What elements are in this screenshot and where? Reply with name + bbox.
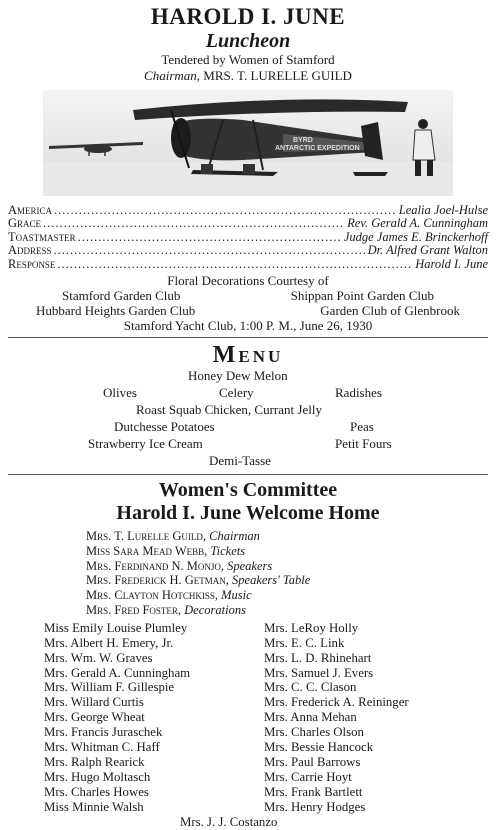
- venue-line: Stamford Yacht Club, 1:00 P. M., June 26, 1930: [123, 318, 373, 334]
- menu-item: Demi-Tasse: [209, 453, 271, 469]
- member-name: Mrs. Whitman C. Haff: [44, 740, 160, 755]
- airplane-illustration: [43, 90, 453, 196]
- menu-item: Strawberry Ice Cream: [88, 436, 203, 452]
- club-name: Shippan Point Garden Club: [290, 288, 434, 304]
- floral-section: [0, 273, 496, 333]
- committee-subtitle: Harold I. June Welcome Home: [116, 502, 380, 525]
- leader-dots: [54, 244, 366, 257]
- officer-name: Mrs. T. Lurelle Guild,: [86, 529, 207, 544]
- distant-plane-icon: [49, 142, 143, 156]
- officer-row: [86, 529, 496, 544]
- member-name: Miss Emily Louise Plumley: [44, 620, 188, 635]
- member-name: Mrs. C. C. Clason: [264, 680, 357, 695]
- member-name: Mrs. Albert H. Emery, Jr.: [44, 635, 174, 650]
- members-columns: [0, 621, 496, 815]
- menu-item: Petit Fours: [335, 436, 392, 452]
- divider: [8, 474, 488, 475]
- officer-role: Chairman: [209, 529, 260, 544]
- officer-row: [86, 603, 496, 618]
- member-name: Mrs. Hugo Moltasch: [44, 769, 151, 784]
- member-name: Mrs. L. D. Rhinehart: [264, 650, 372, 665]
- chairman-label: Chairman,: [144, 68, 201, 83]
- members-right-column: [264, 621, 474, 815]
- program-person: Judge James E. Brinckerhoff: [343, 229, 488, 244]
- member-name: Mrs. Francis Juraschek: [44, 725, 163, 740]
- member-name: Mrs. Henry Hodges: [264, 799, 366, 814]
- program-person: Lealia Joel-Hulse: [398, 203, 488, 217]
- officer-role: Music: [221, 588, 252, 603]
- menu-list: [0, 368, 496, 468]
- members-left-column: [44, 621, 264, 815]
- member-name: Mrs. E. C. Link: [264, 635, 345, 650]
- officer-name: Mrs. Frederick H. Getman,: [86, 573, 229, 588]
- member-name: Mrs. William F. Gillespie: [44, 680, 175, 695]
- menu-item: Radishes: [335, 385, 382, 401]
- menu-item: Honey Dew Melon: [188, 368, 288, 384]
- program-list: [8, 204, 488, 271]
- program-role: Grace: [8, 216, 42, 231]
- menu-item: Roast Squab Chicken, Currant Jelly: [136, 402, 322, 418]
- leader-dots: [54, 204, 397, 217]
- officer-name: Miss Sara Mead Webb,: [86, 543, 208, 558]
- program-role: Toastmaster: [8, 229, 76, 244]
- officer-row: [86, 559, 496, 574]
- leader-dots: [57, 258, 413, 271]
- menu-item: Dutchesse Potatoes: [114, 419, 215, 435]
- member-name: Mrs. Charles Olson: [264, 725, 364, 740]
- program-role: Response: [8, 256, 56, 271]
- menu-item: Celery: [219, 385, 254, 401]
- page-title: HAROLD I. JUNE: [150, 4, 346, 29]
- program-person: Rev. Gerald A. Cunningham: [347, 216, 488, 231]
- fuselage-text-byrd: BYRD: [293, 137, 313, 144]
- member-name: Mrs. LeRoy Holly: [264, 620, 359, 635]
- officer-row: [86, 588, 496, 603]
- member-name: Mrs. Frederick A. Reininger: [264, 695, 409, 710]
- member-name: Mrs. Anna Mehan: [264, 710, 357, 725]
- member-last: Mrs. J. J. Costanzo: [180, 814, 278, 829]
- chairman-line: [0, 68, 496, 84]
- member-name: Mrs. George Wheat: [44, 710, 145, 725]
- program-row: [8, 217, 488, 230]
- menu-title: Menu: [212, 342, 284, 369]
- member-name: Mrs. Paul Barrows: [264, 754, 361, 769]
- airplane-photo: [43, 90, 453, 196]
- member-name: Miss Minnie Walsh: [44, 799, 144, 814]
- program-row: [8, 231, 488, 244]
- member-name: Mrs. Frank Bartlett: [264, 784, 363, 799]
- officer-name: Mrs. Ferdinand N. Monjo,: [86, 558, 224, 573]
- program-row: [8, 244, 488, 257]
- officers-list: [86, 529, 496, 618]
- chairman-name: MRS. T. LURELLE GUILD: [203, 68, 352, 83]
- officer-name: Mrs. Clayton Hotchkiss,: [86, 588, 218, 603]
- officer-role: Speakers' Table: [232, 573, 311, 588]
- program-role: America: [8, 203, 53, 217]
- program-row: [8, 258, 488, 271]
- member-name: Mrs. Charles Howes: [44, 784, 149, 799]
- member-name: Mrs. Carrie Hoyt: [264, 769, 352, 784]
- program-person: Dr. Alfred Grant Walton: [367, 243, 488, 258]
- committee-title: Women's Committee: [158, 479, 338, 502]
- menu-item: Olives: [103, 385, 137, 401]
- menu-item: Peas: [350, 419, 374, 435]
- officer-role: Tickets: [210, 543, 246, 558]
- program-role: Address: [8, 243, 52, 258]
- officer-row: [86, 544, 496, 559]
- club-row: [0, 288, 496, 303]
- club-name: Stamford Garden Club: [62, 288, 181, 304]
- member-name: Mrs. Willard Curtis: [44, 695, 144, 710]
- program-person: Harold I. June: [415, 256, 488, 271]
- leader-dots: [78, 231, 342, 244]
- member-name: Mrs. Samuel J. Evers: [264, 665, 374, 680]
- officer-name: Mrs. Fred Foster,: [86, 603, 182, 618]
- leader-dots: [43, 217, 345, 230]
- tendered-line: Tendered by Women of Stamford: [161, 52, 335, 67]
- club-name: Hubbard Heights Garden Club: [36, 303, 196, 319]
- member-name: Mrs. Bessie Hancock: [264, 740, 374, 755]
- member-name: Mrs. Ralph Rearick: [44, 754, 145, 769]
- program-row: [8, 204, 488, 217]
- club-row: [0, 303, 496, 318]
- member-name: Mrs. Wm. W. Graves: [44, 650, 153, 665]
- officer-row: [86, 573, 496, 588]
- officer-role: Decorations: [184, 603, 246, 618]
- officer-role: Speakers: [227, 558, 273, 573]
- fuselage-text-expedition: ANTARCTIC EXPEDITION: [275, 145, 360, 152]
- club-name: Garden Club of Glenbrook: [320, 303, 460, 319]
- member-name: Mrs. Gerald A. Cunningham: [44, 665, 191, 680]
- floral-heading: Floral Decorations Courtesy of: [167, 273, 329, 289]
- event-name: Luncheon: [205, 30, 291, 52]
- divider: [8, 337, 488, 338]
